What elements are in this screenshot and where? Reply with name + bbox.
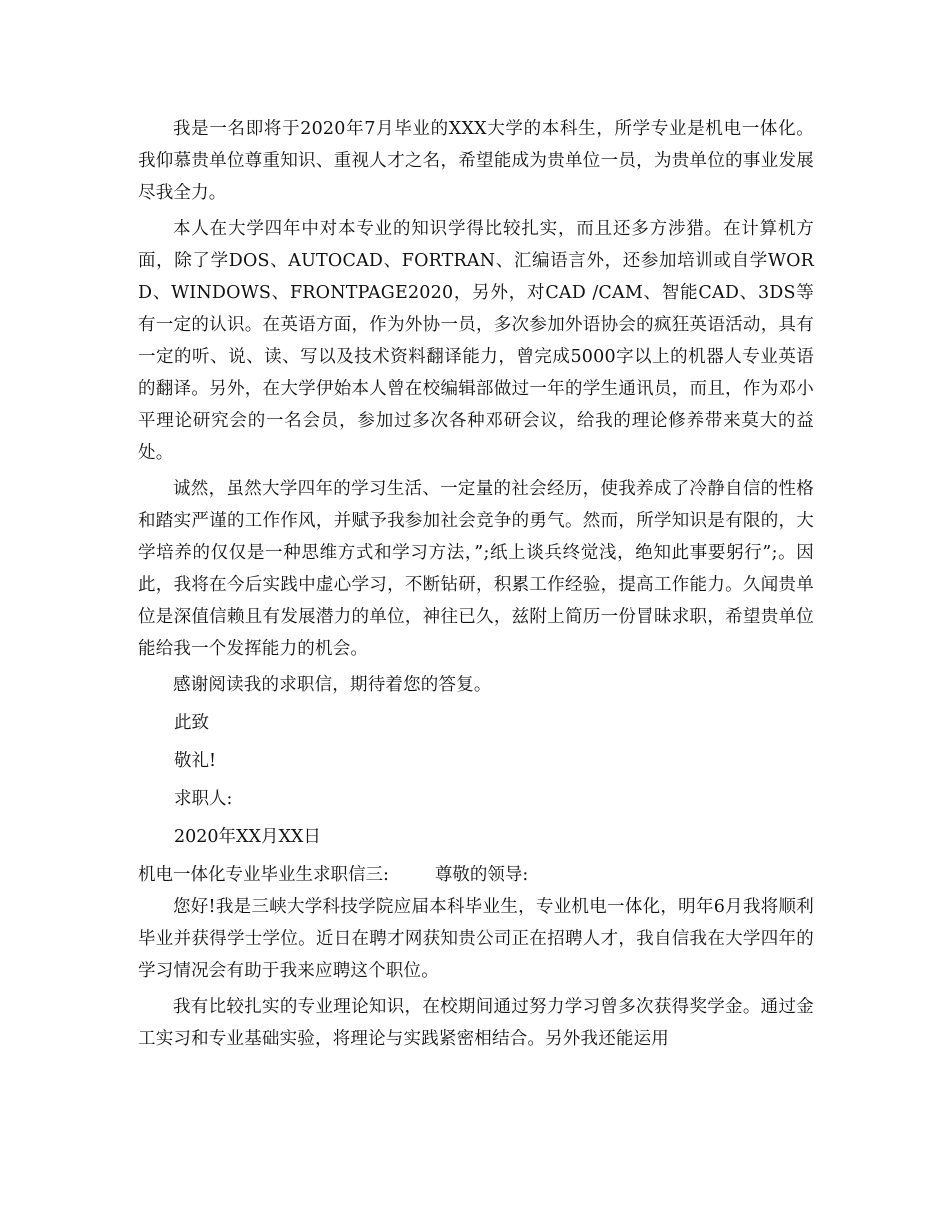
closing-line-2: 敬礼!	[174, 751, 217, 771]
paragraph-hello: 您好!我是三峡大学科技学院应届本科毕业生，专业机电一体化，明年6月我将顺利毕业并获得学士学位。近日在聘才网获知贵公司正在招聘人才，我自信我在大学四年的学习情况会有助于我来应聘这个职位。	[138, 897, 814, 981]
closing-line-1: 此致	[174, 713, 209, 733]
document-body	[138, 113, 814, 1055]
signature-line: 求职人:	[174, 789, 233, 809]
section-heading	[138, 859, 814, 891]
paragraph-thanks: 感谢阅读我的求职信，期待着您的答复。	[173, 675, 492, 695]
greeting: 尊敬的领导:	[434, 865, 529, 885]
paragraph-intro: 我是一名即将于2020年7月毕业的XXX大学的本科生，所学专业是机电一体化。我仰慕贵单位尊重知识、重视人才之名，希望能成为贵单位一员，为贵单位的事业发展尽我全力。	[138, 119, 814, 203]
paragraph-skills: 本人在大学四年中对本专业的知识学得比较扎实，而且还多方涉猎。在计算机方面，除了学DOS、AUTOCAD、FORTRAN、汇编语言外，还参加培训或自学WORD、WINDOWS、FRONTPAGE2020，另外，对CAD /CAM、智能CAD、3DS等有一定的认识。在英语方面，作为外协一员，多次参加外语协会的疯狂英语活动，具有一定的听、说、读、写以及技术资料翻译能力，曾完成5000字以上的机器人专业英语的翻译。另外，在大学伊始本人曾在校编辑部做过一年的学生通讯员，而且，作为邓小平理论研究会的一名会员，参加过多次各种邓研会议，给我的理论修养带来莫大的益处。	[138, 219, 814, 463]
paragraph-knowledge: 我有比较扎实的专业理论知识，在校期间通过努力学习曾多次获得奖学金。通过金工实习和专业基础实验，将理论与实践紧密相结合。另外我还能运用	[138, 997, 814, 1049]
section-title: 机电一体化专业毕业生求职信三:	[138, 865, 389, 885]
paragraph-character: 诚然，虽然大学四年的学习生活、一定量的社会经历，使我养成了冷静自信的性格和踏实严谨的工作作风，并赋予我参加社会竞争的勇气。然而，所学知识是有限的，大学培养的仅仅是一种思维方式和学习方法，”;纸上谈兵终觉浅，绝知此事要躬行”;。因此，我将在今后实践中虚心学习，不断钻研，积累工作经验，提高工作能力。久闻贵单位是深值信赖且有发展潜力的单位，神往已久，兹附上简历一份冒昧求职，希望贵单位能给我一个发挥能力的机会。	[138, 479, 814, 659]
date-line: 2020年XX月XX日	[174, 827, 321, 847]
